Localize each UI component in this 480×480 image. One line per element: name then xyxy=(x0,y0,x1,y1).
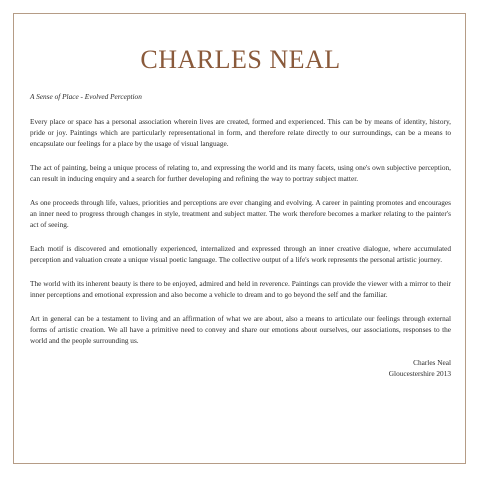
paragraph-6: Art in general can be a testament to living and an affirmation of what we are about, also a means to articulate our feelings through external forms of artistic creation. We all have a primitive need to convey and share our emotions about ourselves, our associations, responses to the world and the people surrounding us. xyxy=(30,313,451,345)
signature-place-date: Gloucestershire 2013 xyxy=(388,368,451,378)
signature-block xyxy=(30,358,451,380)
paragraph-2: The act of painting, being a unique process of relating to, and expressing the world and its many facets, using one's own subjective perception, can result in inducing enquiry and a search for further developing and refining the way to portray subject matter. xyxy=(30,162,451,183)
document-frame xyxy=(13,13,466,464)
paragraph-5: The world with its inherent beauty is there to be enjoyed, admired and held in reverence. Paintings can provide the viewer with a mirror to their inner perceptions and emotional expression and also become a vehicle to dream and to go beyond the self and the familiar. xyxy=(30,278,451,299)
paragraph-4: Each motif is discovered and emotionally experienced, internalized and expressed through an inner creative dialogue, where accumulated perception and valuation create a unique visual poetic language. The collective output of a life's work represents the personal artistic journey. xyxy=(30,243,451,264)
page-title: CHARLES NEAL xyxy=(140,45,341,74)
paragraph-1: Every place or space has a personal association wherein lives are created, formed and experienced. This can be by means of identity, history, pride or joy. Paintings which are particularly representational in form, and therefore relate directly to our surroundings, can be a means to encapsulate our feelings for a place by the usage of visual language. xyxy=(30,116,451,148)
document-subtitle: A Sense of Place - Evolved Perception xyxy=(30,92,142,101)
paragraph-3: As one proceeds through life, values, priorities and perceptions are ever changing and evolving. A career in painting promotes and encourages an inner need to progress through changes in style, treatment and subject matter. The work therefore becomes a marker relating to the painter's act of seeing. xyxy=(30,197,451,229)
signature-name: Charles Neal xyxy=(413,357,451,367)
document-body xyxy=(30,92,451,379)
